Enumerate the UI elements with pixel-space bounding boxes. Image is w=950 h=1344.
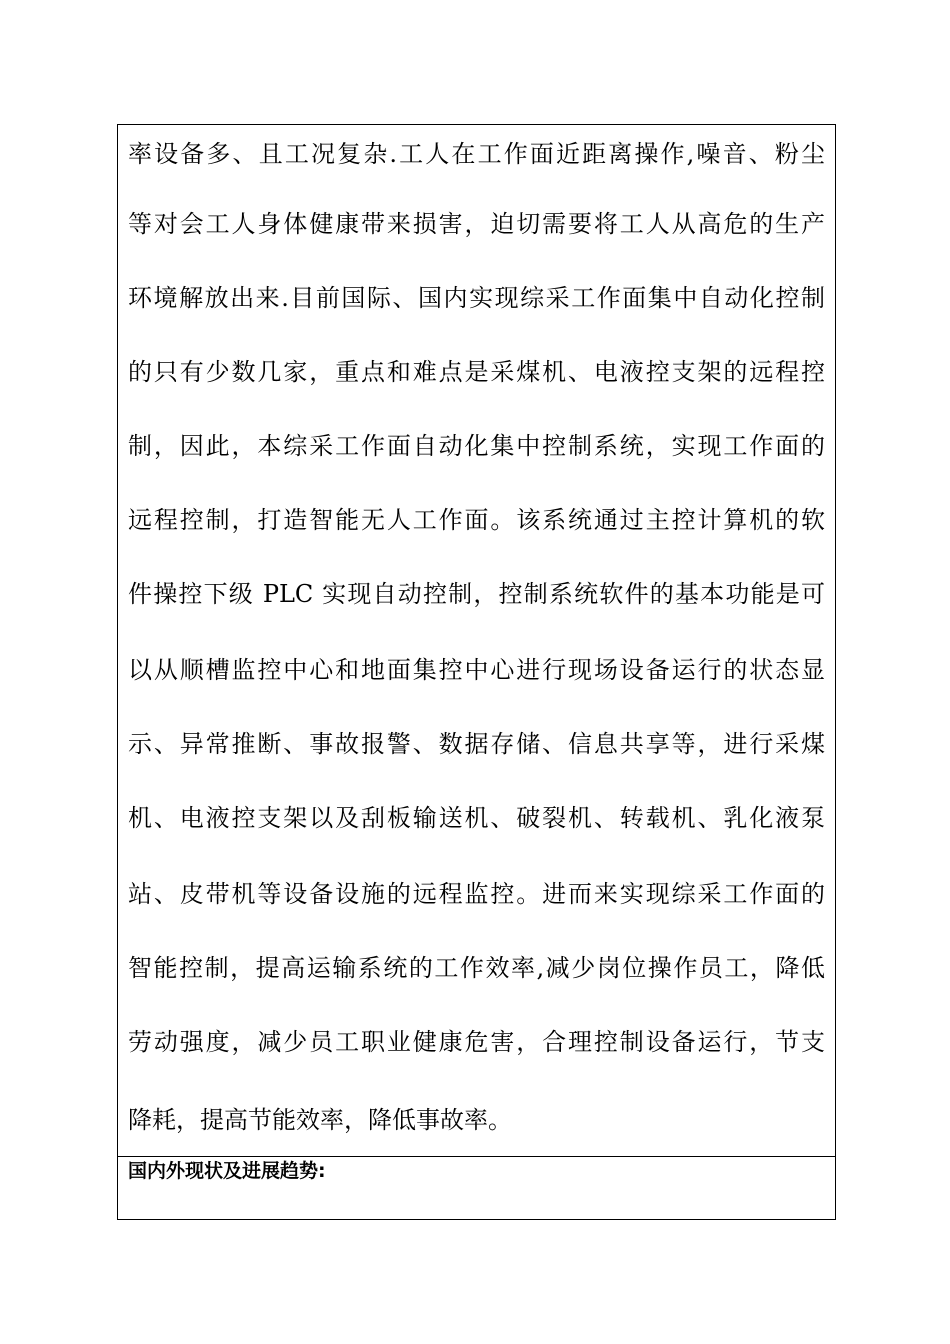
body-line-10: 机、电液控支架以及刮板输送机、破裂机、转载机、乳化液泵: [128, 804, 825, 832]
body-text-cell: [118, 125, 835, 1157]
section-heading: 国内外现状及进展趋势:: [128, 1160, 326, 1182]
body-line-12: 智能控制，提高运输系统的工作效率,减少岗位操作员工，降低: [128, 954, 825, 982]
form-table: [117, 124, 836, 1220]
body-line-2: 等对会工人身体健康带来损害，迫切需要将工人从高危的生产: [128, 210, 825, 238]
body-line-1: 率设备多、且工况复杂.工人在工作面近距离操作,噪音、粉尘: [128, 140, 825, 168]
body-line-3: 环境解放出来.目前国际、国内实现综采工作面集中自动化控制: [128, 284, 825, 312]
body-line-8: 以从顺槽监控中心和地面集控中心进行现场设备运行的状态显: [128, 656, 825, 684]
body-line-4: 的只有少数几家，重点和难点是采煤机、电液控支架的远程控: [128, 358, 825, 386]
body-line-7: 件操控下级 PLC 实现自动控制，控制系统软件的基本功能是可: [128, 580, 825, 608]
body-line-11: 站、皮带机等设备设施的远程监控。进而来实现综采工作面的: [128, 880, 825, 908]
body-line-13: 劳动强度，减少员工职业健康危害，合理控制设备运行，节支: [128, 1028, 825, 1056]
section-heading-cell: [118, 1157, 835, 1219]
body-line-5: 制，因此，本综采工作面自动化集中控制系统，实现工作面的: [128, 432, 825, 460]
body-line-9: 示、异常推断、事故报警、数据存储、信息共享等，进行采煤: [128, 730, 825, 758]
body-line-6: 远程控制，打造智能无人工作面。该系统通过主控计算机的软: [128, 506, 825, 534]
body-line-14: 降耗，提高节能效率，降低事故率。: [128, 1106, 512, 1134]
